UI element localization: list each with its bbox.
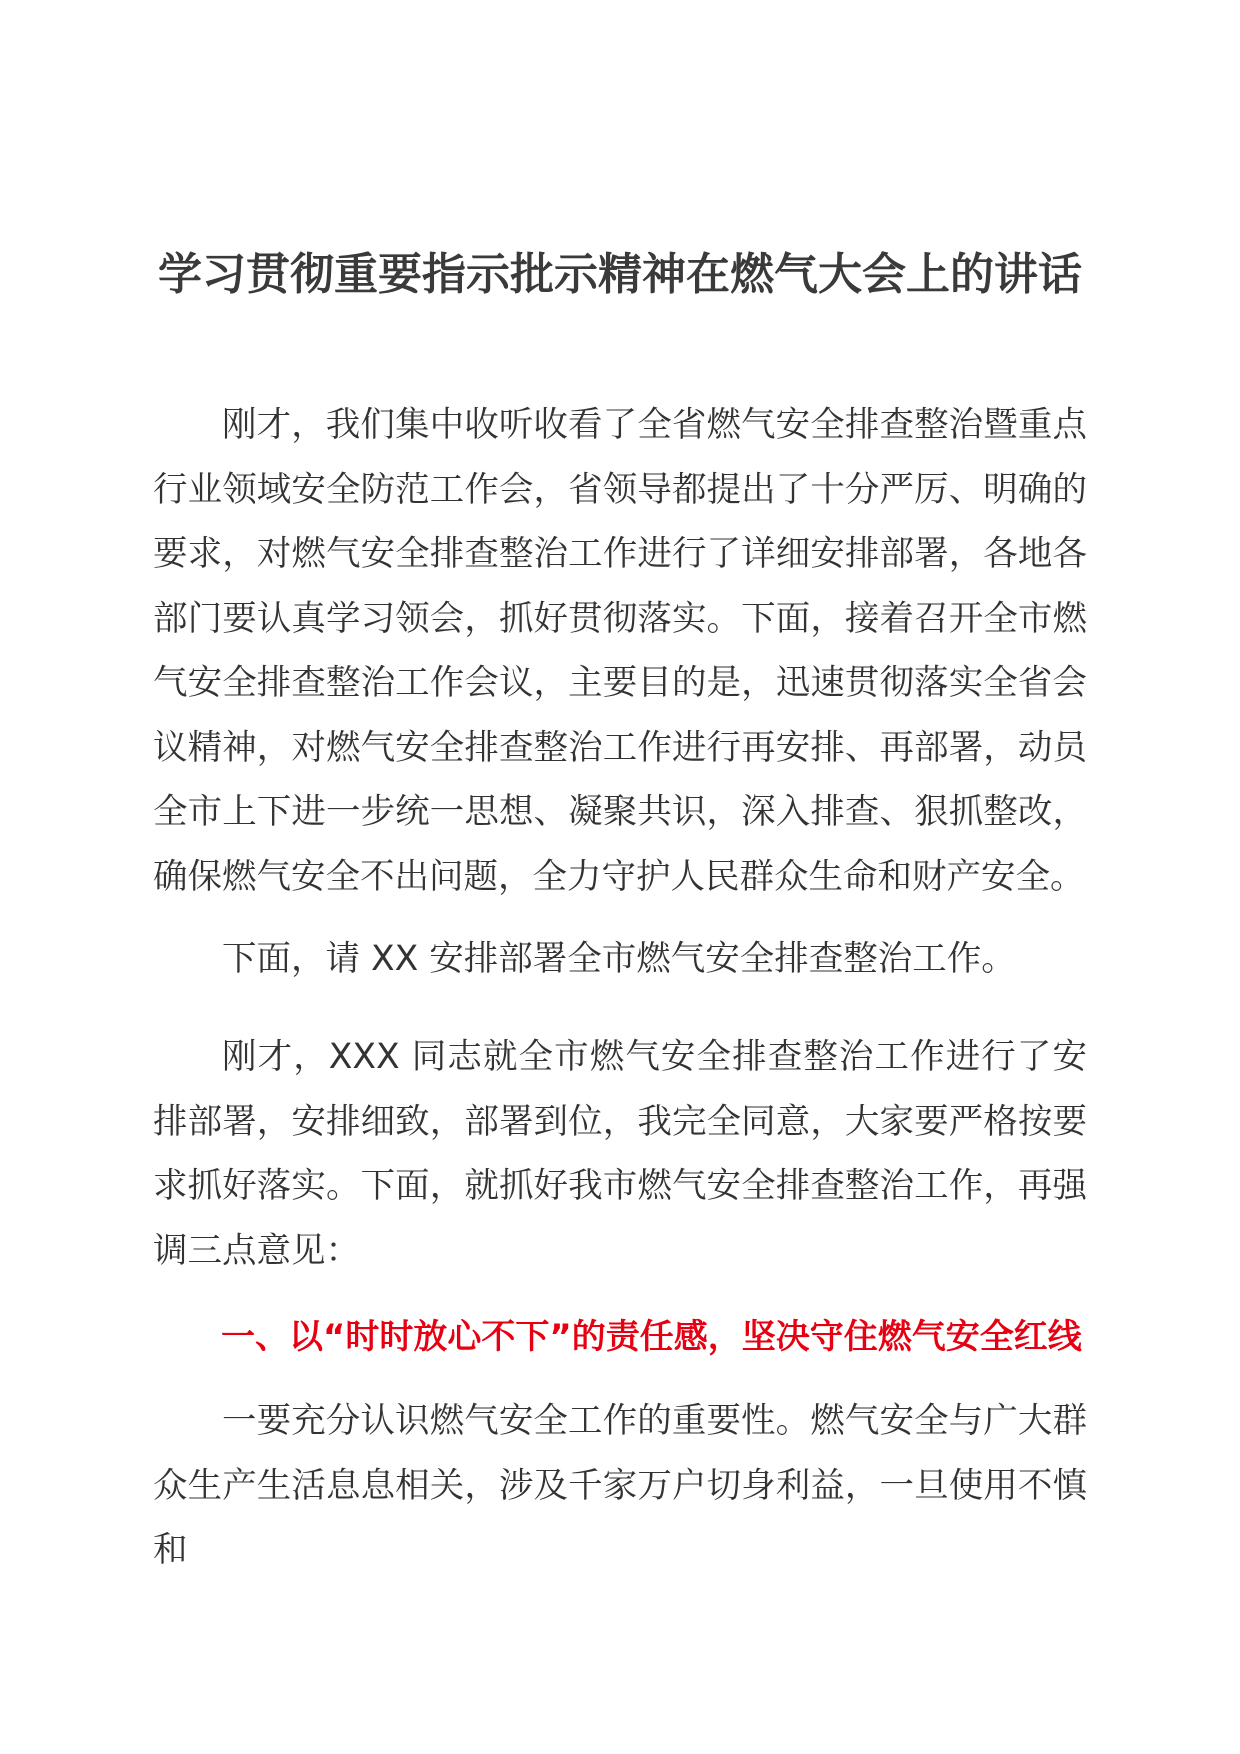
document-title: 学习贯彻重要指示批示精神在燃气大会上的讲话 [158,249,1082,300]
paragraph-three-points: 刚才，XXX 同志就全市燃气安全排查整治工作进行了安排部署，安排细致，部署到位，我完全同意，大家要严格按要求抓好落实。下面，就抓好我市燃气安全排查整治工作，再强调三点意见： [153,1037,1087,1271]
section-heading-one: 一、以“时时放心不下”的责任感，坚决守住燃气安全红线 [221,1317,1082,1357]
paragraph-intro: 刚才，我们集中收听收看了全省燃气安全排查整治暨重点行业领域安全防范工作会，省领导都提出了十分严厉、明确的要求，对燃气安全排查整治工作进行了详细安排部署，各地各部门要认真学习领会，抓好贯彻落实。下面，接着召开全市燃气安全排查整治工作会议，主要目的是，迅速贯彻落实全省会议精神，对燃气安全排查整治工作进行再安排、再部署，动员全市上下进一步统一思想、凝聚共识，深入排查、狠抓整改，确保燃气安全不出问题，全力守护人民群众生命和财产安全。 [153,405,1087,897]
paragraph-importance: 一要充分认识燃气安全工作的重要性。燃气安全与广大群众生产生活息息相关，涉及千家万户切身利益，一旦使用不慎和 [153,1401,1087,1570]
paragraph-arrangement: 下面，请 XX 安排部署全市燃气安全排查整治工作。 [222,939,1016,979]
